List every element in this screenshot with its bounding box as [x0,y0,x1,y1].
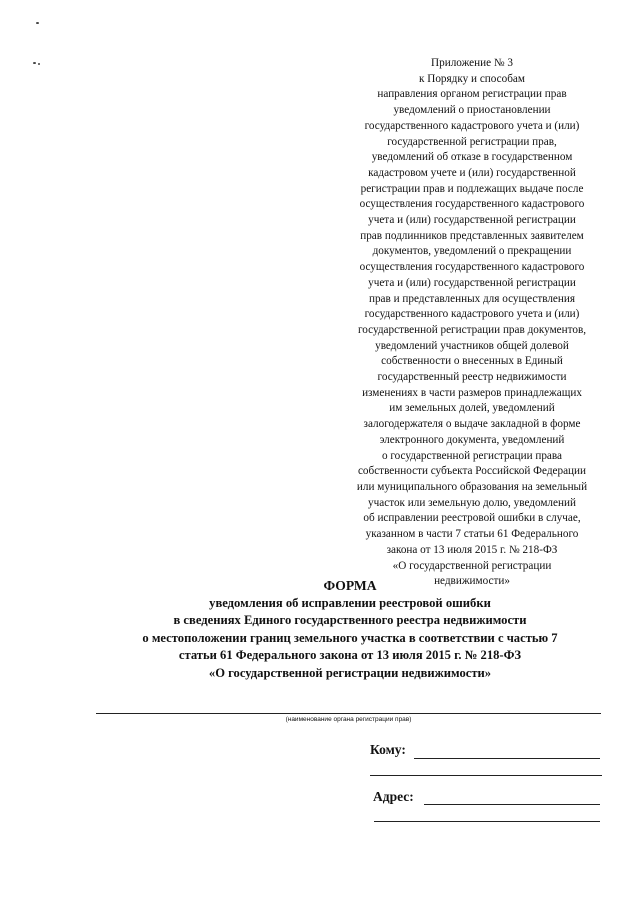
appendix-line: им земельных долей, уведомлений [389,402,555,415]
appendix-line: электронного документа, уведомлений [379,433,565,446]
appendix-line: об исправлении реестровой ошибки в случае, [363,512,581,525]
form-title-line: в сведениях Единого государственного реестра недвижимости [173,613,527,628]
appendix-line: изменениях в части размеров принадлежащих [362,386,582,399]
appendix-line: направления органом регистрации прав [377,88,567,101]
appendix-line: осуществления государственного кадастрового [359,198,585,211]
appendix-line: прав подлинников представленных заявителем [360,229,584,242]
appendix-line: Приложение № 3 [431,57,513,69]
org-name-field[interactable] [96,713,601,714]
appendix-line: к Порядку и способам [419,72,525,85]
scan-speck [33,62,36,64]
appendix-line: учета и (или) государственной регистрации [368,276,576,289]
recipient-address-field[interactable] [424,803,600,805]
appendix-line: указанном в части 7 статьи 61 Федерального [365,528,579,541]
appendix-line: государственного кадастрового учета и (или) [364,308,580,321]
appendix-line: кадастровом учете и (или) государственной [368,166,576,179]
appendix-line: государственной регистрации прав документов, [357,323,587,336]
appendix-line: регистрации прав и подлежащих выдаче после [360,182,584,195]
appendix-line: собственности субъекта Российской Федерации [357,465,587,478]
form-title-line: «О государственной регистрации недвижимости» [208,665,492,680]
form-title-line: статьи 61 Федерального закона от 13 июля 2015 г. № 218-ФЗ [178,648,522,663]
appendix-line: государственной регистрации прав, [387,135,557,148]
recipient-to-field-line-2[interactable] [370,775,602,776]
appendix-line: государственного кадастрового учета и (или) [364,119,580,132]
form-heading: ФОРМА [323,578,377,593]
appendix-line: прав и представленных для осуществления [368,292,576,305]
appendix-line: документов, уведомлений о прекращении [372,245,572,258]
appendix-line: государственный реестр недвижимости [377,371,567,384]
form-title-line: уведомления об исправлении реестровой ошибки [209,595,491,610]
appendix-line: о государственной регистрации права [381,449,562,462]
recipient-address-field-line-2[interactable] [374,821,600,822]
appendix-line: или муниципального образования на земельный [356,480,588,493]
scan-speck [38,63,40,65]
appendix-line: уведомлений участников общей долевой [375,339,569,352]
recipient-to-label: Кому: [370,742,406,757]
recipient-address-label: Адрес: [373,789,414,804]
appendix-line: уведомлений об отказе в государственном [371,151,573,164]
appendix-line: осуществления государственного кадастрового [359,261,585,274]
appendix-line: недвижимости» [434,575,510,588]
form-title [80,577,620,683]
appendix-line: залогодержателя о выдаче закладной в форме [363,418,581,431]
appendix-line: собственности о внесенных в Единый [381,355,563,368]
appendix-line: уведомлений о приостановлении [393,104,551,117]
appendix-line: учета и (или) государственной регистрации [368,214,576,227]
org-name-caption: (наименование органа регистрации прав) [285,716,412,723]
scan-speck [36,22,39,24]
appendix-line: «О государственной регистрации [392,559,552,572]
recipient-to-field[interactable] [414,757,600,759]
appendix-line: участок или земельную долю, уведомлений [368,496,576,509]
appendix-line: закона от 13 июля 2015 г. № 218-ФЗ [386,543,558,556]
form-title-line: о местоположении границ земельного участка в соответствии с частью 7 [142,630,558,645]
appendix-header [330,56,614,590]
